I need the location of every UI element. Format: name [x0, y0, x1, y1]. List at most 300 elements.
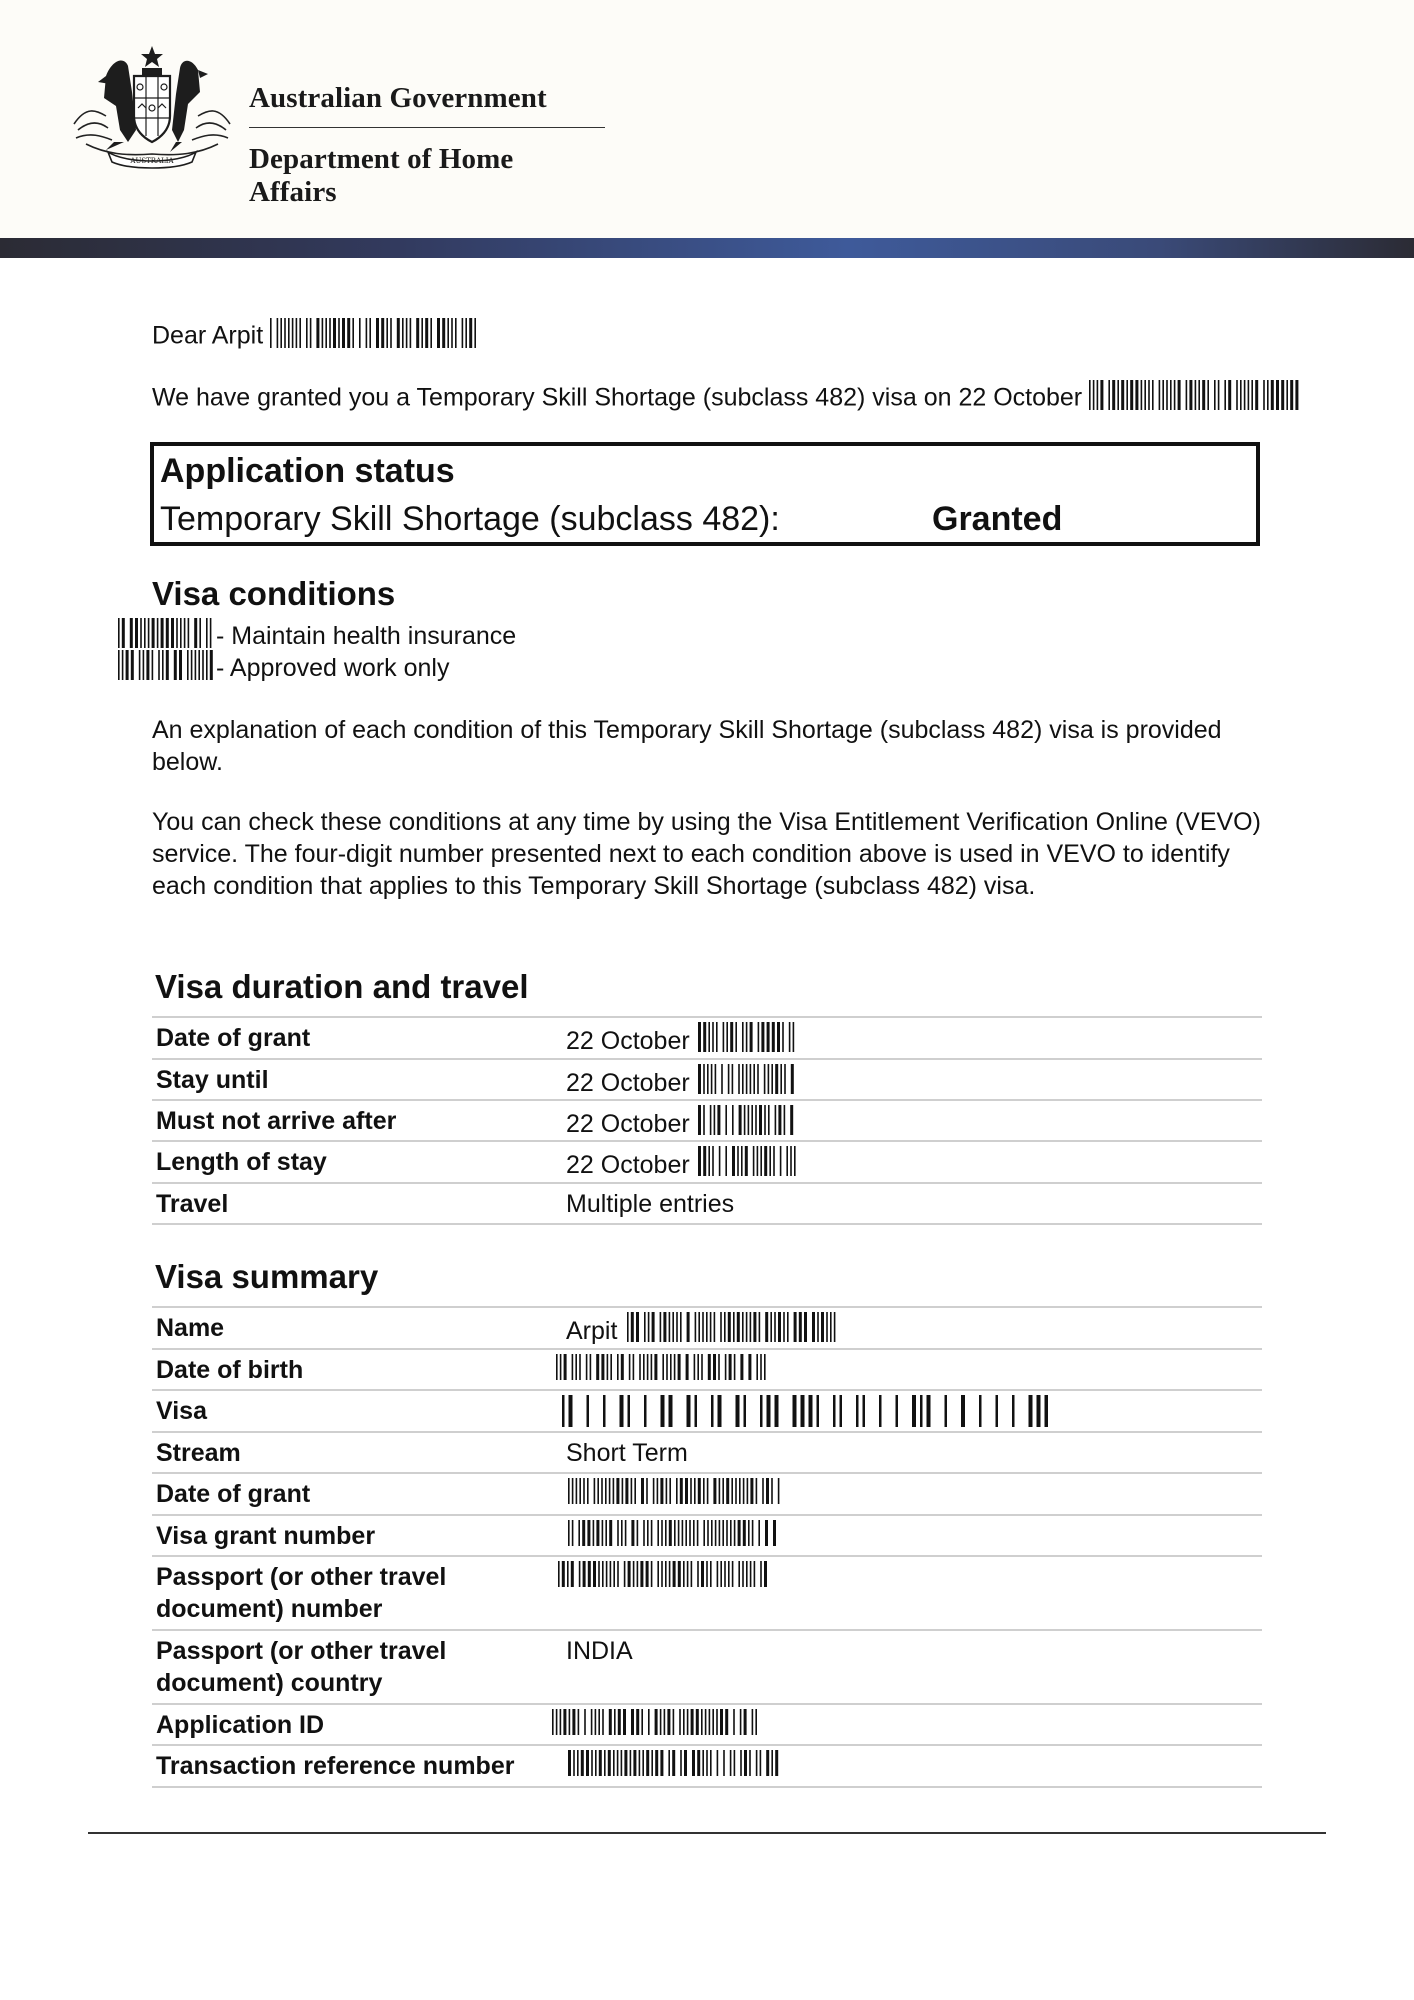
barcode-bar — [840, 1395, 843, 1427]
barcode-bar — [1267, 380, 1269, 410]
barcode-bar — [713, 1105, 715, 1135]
barcode-bar — [624, 1561, 626, 1587]
barcode-bar — [622, 1478, 624, 1504]
redacted-barcode — [568, 1750, 780, 1784]
barcode-bar — [144, 618, 146, 648]
row-label: Must not arrive after — [156, 1107, 397, 1135]
barcode-bar — [639, 1354, 641, 1380]
barcode-bar — [1271, 380, 1274, 410]
barcode-bar — [743, 1105, 745, 1135]
barcode-bar — [381, 318, 384, 348]
barcode-bar — [1255, 380, 1258, 410]
row-label: Application ID — [156, 1711, 325, 1739]
barcode-bar — [1198, 380, 1200, 410]
barcode-bar — [118, 650, 120, 680]
redacted-barcode — [562, 1395, 1048, 1435]
header-color-band — [0, 238, 1414, 258]
barcode-bar — [118, 618, 120, 648]
status-title: Application status — [160, 452, 455, 490]
barcode-bar — [644, 1312, 646, 1342]
barcode-bar — [180, 618, 182, 648]
barcode-bar — [581, 1750, 584, 1776]
barcode-bar — [741, 1146, 743, 1176]
barcode-bar — [687, 1561, 689, 1587]
barcode-bar — [161, 618, 164, 648]
row-value — [566, 1635, 633, 1667]
barcode-bar — [691, 1709, 694, 1735]
barcode-bar — [833, 1395, 836, 1427]
barcode-bar — [669, 1561, 671, 1587]
barcode-bar — [616, 1478, 619, 1504]
redacted-barcode — [270, 318, 480, 356]
barcode-bar — [617, 1520, 619, 1546]
barcode-bar — [697, 1561, 699, 1587]
greeting-line — [152, 318, 480, 356]
barcode-bar — [1263, 380, 1265, 410]
barcode-bar — [673, 1709, 675, 1735]
barcode-bar — [703, 1520, 705, 1546]
barcode-bar — [571, 1561, 574, 1587]
barcode-bar — [1286, 380, 1288, 410]
barcode-bar — [764, 1146, 767, 1176]
barcode-bar — [568, 1750, 571, 1776]
barcode-bar — [762, 1478, 764, 1504]
barcode-bar — [682, 1520, 684, 1546]
barcode-bar — [717, 1105, 720, 1135]
barcode-redaction-icon — [562, 1395, 1048, 1427]
barcode-bar — [717, 1561, 719, 1587]
redacted-barcode — [1089, 380, 1301, 418]
barcode-bar — [1012, 1395, 1015, 1427]
visa-duration-table — [152, 1016, 1262, 1225]
barcode-bar — [707, 1478, 709, 1504]
barcode-bar — [631, 1520, 634, 1546]
redacted-barcode — [558, 1561, 770, 1595]
barcode-bar — [606, 1561, 608, 1587]
row-value — [566, 1312, 839, 1350]
barcode-bar — [764, 1105, 766, 1135]
barcode-bar — [422, 318, 424, 348]
barcode-bar — [594, 1478, 596, 1504]
barcode-bar — [210, 650, 213, 680]
barcode-bar — [329, 318, 331, 348]
barcode-bar — [787, 1312, 789, 1342]
barcode-bar — [644, 1395, 647, 1427]
barcode-bar — [773, 1520, 776, 1546]
barcode-bar — [651, 1354, 653, 1380]
row-value — [566, 1022, 796, 1060]
barcode-bar — [766, 1478, 769, 1504]
barcode-bar — [707, 1064, 709, 1094]
visa-duration-heading: Visa duration and travel — [155, 968, 529, 1005]
barcode-bar — [732, 1146, 735, 1176]
row-value-text: Short Term — [566, 1439, 688, 1467]
barcode-bar — [595, 1709, 597, 1735]
barcode-bar — [734, 1520, 736, 1546]
table-row — [152, 1705, 1262, 1746]
barcode-bar — [158, 650, 160, 680]
barcode-bar — [920, 1395, 923, 1427]
barcode-bar — [660, 1709, 662, 1735]
barcode-bar — [771, 1064, 773, 1094]
barcode-bar — [131, 650, 134, 680]
barcode-bar — [342, 318, 345, 348]
barcode-bar — [1045, 1395, 1049, 1427]
barcode-bar — [728, 1561, 730, 1587]
barcode-bar — [737, 1312, 740, 1342]
barcode-bar — [609, 1478, 611, 1504]
barcode-bar — [564, 1354, 567, 1380]
barcode-bar — [738, 1105, 741, 1135]
barcode-bar — [598, 1561, 600, 1587]
barcode-bar — [198, 650, 200, 680]
barcode-bar — [586, 1750, 589, 1776]
redacted-barcode — [552, 1709, 764, 1743]
barcode-bar — [596, 1354, 599, 1380]
barcode-bar — [613, 1561, 615, 1587]
barcode-bar — [647, 1520, 649, 1546]
barcode-redaction-icon — [556, 1354, 768, 1380]
barcode-bar — [766, 1312, 769, 1342]
barcode-bar — [174, 650, 177, 680]
barcode-redaction-icon — [627, 1312, 839, 1342]
barcode-bar — [790, 1105, 793, 1135]
barcode-bar — [769, 1146, 771, 1176]
barcode-bar — [756, 1354, 758, 1380]
barcode-bar — [390, 318, 392, 348]
barcode-bar — [687, 1395, 691, 1427]
barcode-bar — [210, 618, 212, 648]
grant-sentence — [152, 380, 1301, 418]
barcode-bar — [726, 1478, 729, 1504]
application-status-box — [150, 442, 1260, 546]
barcode-bar — [726, 1520, 728, 1546]
barcode-bar — [1130, 380, 1133, 410]
barcode-bar — [719, 1478, 721, 1504]
barcode-bar — [284, 318, 286, 348]
barcode-bar — [609, 1520, 612, 1546]
barcode-bar — [764, 1561, 767, 1587]
barcode-bar — [157, 618, 159, 648]
status-visa-name: Temporary Skill Shortage (subclass 482): — [160, 500, 780, 538]
barcode-bar — [821, 1312, 824, 1342]
barcode-bar — [756, 1478, 758, 1504]
barcode-bar — [723, 1750, 725, 1776]
row-label: Name — [156, 1314, 225, 1342]
barcode-bar — [979, 1395, 982, 1427]
barcode-redaction-icon — [558, 1561, 770, 1587]
barcode-bar — [705, 1709, 707, 1735]
barcode-bar — [556, 1709, 558, 1735]
row-label: Date of birth — [156, 1356, 304, 1384]
barcode-bar — [721, 1064, 723, 1094]
barcode-bar — [597, 1478, 599, 1504]
barcode-bar — [643, 1520, 645, 1546]
barcode-bar — [1148, 380, 1150, 410]
barcode-bar — [641, 1478, 644, 1504]
barcode-bar — [945, 1395, 948, 1427]
barcode-bar — [576, 1478, 578, 1504]
barcode-bar — [122, 618, 125, 648]
barcode-bar — [139, 650, 141, 680]
barcode-bar — [667, 1709, 670, 1735]
barcode-bar — [748, 1354, 751, 1380]
barcode-bar — [701, 1561, 704, 1587]
barcode-bar — [634, 1478, 636, 1504]
table-row — [152, 1350, 1262, 1391]
barcode-bar — [166, 618, 169, 648]
barcode-bar — [778, 1312, 781, 1342]
barcode-bar — [685, 1520, 687, 1546]
barcode-bar — [799, 1312, 802, 1342]
barcode-redaction-icon — [118, 618, 214, 648]
barcode-bar — [1189, 380, 1192, 410]
barcode-bar — [961, 1395, 965, 1427]
barcode-bar — [827, 1312, 829, 1342]
table-row — [152, 1391, 1262, 1433]
barcode-bar — [1170, 380, 1172, 410]
barcode-bar — [1202, 380, 1205, 410]
barcode-bar — [809, 1395, 813, 1427]
barcode-bar — [764, 1354, 766, 1380]
barcode-bar — [745, 1064, 747, 1094]
barcode-bar — [590, 1354, 592, 1380]
barcode-bar — [596, 1520, 599, 1546]
barcode-bar — [763, 1064, 765, 1094]
row-label: Visa grant number — [156, 1522, 376, 1550]
row-label: Stream — [156, 1439, 241, 1467]
barcode-bar — [146, 650, 149, 680]
barcode-bar — [593, 1561, 596, 1587]
barcode-bar — [578, 1520, 580, 1546]
barcode-bar — [721, 1312, 723, 1342]
barcode-bar — [633, 1354, 635, 1380]
barcode-bar — [562, 1395, 565, 1427]
barcode-bar — [1029, 1395, 1033, 1427]
row-value — [566, 1437, 688, 1469]
grant-sentence-text: We have granted you a Temporary Skill Shortage (subclass 482) visa on 22 October — [152, 383, 1083, 412]
barcode-bar — [680, 1750, 682, 1776]
barcode-bar — [735, 1022, 737, 1052]
barcode-bar — [742, 1022, 744, 1052]
barcode-bar — [184, 618, 186, 648]
row-value — [552, 1709, 764, 1743]
barcode-bar — [674, 1520, 676, 1546]
barcode-bar — [790, 1146, 792, 1176]
barcode-bar — [664, 1312, 667, 1342]
row-value-text: 22 October — [566, 1110, 690, 1138]
barcode-bar — [1141, 380, 1143, 410]
barcode-bar — [636, 1709, 639, 1735]
barcode-bar — [552, 1709, 554, 1735]
barcode-bar — [713, 1354, 716, 1380]
barcode-bar — [194, 618, 197, 648]
barcode-bar — [310, 318, 312, 348]
barcode-bar — [187, 650, 189, 680]
barcode-bar — [742, 1064, 744, 1094]
barcode-bar — [749, 1022, 752, 1052]
barcode-bar — [296, 318, 298, 348]
barcode-bar — [771, 1022, 774, 1052]
barcode-bar — [1089, 380, 1091, 410]
barcode-bar — [679, 1709, 681, 1735]
barcode-bar — [162, 650, 164, 680]
row-value — [566, 1105, 796, 1143]
barcode-bar — [376, 318, 379, 348]
barcode-bar — [601, 1478, 603, 1504]
barcode-bar — [605, 1520, 607, 1546]
barcode-bar — [587, 1520, 590, 1546]
barcode-bar — [660, 1478, 663, 1504]
barcode-bar — [863, 1395, 866, 1427]
barcode-bar — [732, 1105, 734, 1135]
barcode-bar — [1159, 380, 1161, 410]
barcode-bar — [569, 1395, 573, 1427]
barcode-bar — [466, 318, 468, 348]
barcode-bar — [743, 1478, 745, 1504]
barcode-bar — [830, 1312, 832, 1342]
barcode-bar — [680, 1312, 682, 1342]
barcode-bar — [568, 1478, 570, 1504]
barcode-bar — [818, 1312, 820, 1342]
barcode-bar — [451, 318, 453, 348]
barcode-redaction-icon — [698, 1064, 796, 1094]
barcode-bar — [780, 1064, 782, 1094]
barcode-bar — [701, 1709, 703, 1735]
barcode-bar — [1276, 380, 1279, 410]
barcode-bar — [562, 1561, 565, 1587]
barcode-bar — [709, 1105, 711, 1135]
barcode-bar — [773, 1146, 775, 1176]
barcode-bar — [718, 1146, 720, 1176]
barcode-bar — [588, 1561, 591, 1587]
barcode-bar — [657, 1478, 659, 1504]
barcode-bar — [669, 1395, 673, 1427]
barcode-bar — [277, 318, 279, 348]
barcode-bar — [630, 1750, 632, 1776]
barcode-bar — [122, 650, 124, 680]
barcode-bar — [683, 1561, 685, 1587]
barcode-bar — [712, 1022, 714, 1052]
barcode-bar — [734, 1750, 736, 1776]
barcode-bar — [625, 1520, 627, 1546]
barcode-bar — [754, 1561, 756, 1587]
barcode-bar — [568, 1520, 570, 1546]
barcode-bar — [1295, 380, 1298, 410]
barcode-bar — [804, 1312, 807, 1342]
barcode-bar — [699, 1312, 701, 1342]
barcode-bar — [448, 318, 450, 348]
barcode-bar — [643, 1354, 645, 1380]
barcode-redaction-icon — [698, 1022, 796, 1052]
barcode-bar — [1281, 380, 1284, 410]
barcode-bar — [750, 1312, 752, 1342]
barcode-bar — [774, 1105, 776, 1135]
row-value-text: 22 October — [566, 1069, 690, 1097]
barcode-bar — [698, 1022, 701, 1052]
barcode-bar — [628, 1395, 631, 1427]
barcode-bar — [610, 1354, 612, 1380]
barcode-bar — [698, 1478, 701, 1504]
barcode-bar — [425, 318, 428, 348]
row-value-text: Multiple entries — [566, 1190, 735, 1218]
condition-label: - Approved work only — [216, 654, 450, 682]
barcode-bar — [387, 318, 389, 348]
barcode-bar — [402, 318, 404, 348]
barcode-bar — [710, 1561, 712, 1587]
barcode-bar — [637, 1561, 639, 1587]
barcode-bar — [703, 1146, 706, 1176]
barcode-bar — [572, 1520, 574, 1546]
barcode-bar — [794, 1146, 796, 1176]
barcode-bar — [669, 1478, 671, 1504]
barcode-bar — [713, 1478, 716, 1504]
barcode-bar — [1290, 380, 1293, 410]
barcode-bar — [749, 1064, 751, 1094]
row-value — [568, 1478, 780, 1512]
barcode-bar — [353, 318, 355, 348]
barcode-bar — [685, 1478, 688, 1504]
barcode-bar — [691, 1561, 693, 1587]
barcode-bar — [602, 1520, 604, 1546]
barcode-bar — [783, 1105, 785, 1135]
barcode-bar — [642, 1750, 644, 1776]
barcode-bar — [624, 1750, 627, 1776]
barcode-bar — [143, 650, 145, 680]
barcode-bar — [651, 1561, 653, 1587]
table-row — [152, 1474, 1262, 1516]
barcode-bar — [722, 1022, 724, 1052]
row-value — [566, 1188, 734, 1220]
footer-divider — [88, 1832, 1326, 1834]
barcode-bar — [613, 1750, 615, 1776]
barcode-bar — [703, 1312, 705, 1342]
barcode-bar — [817, 1395, 820, 1427]
barcode-bar — [731, 1064, 733, 1094]
barcode-bar — [706, 1750, 708, 1776]
barcode-bar — [607, 1354, 609, 1380]
barcode-bar — [657, 1561, 659, 1587]
row-label: Transaction reference number — [156, 1752, 515, 1780]
barcode-bar — [698, 1146, 701, 1176]
barcode-redaction-icon — [568, 1478, 780, 1504]
barcode-bar — [1093, 380, 1095, 410]
barcode-bar — [725, 1709, 728, 1735]
conditions-explanation: An explanation of each condition of this Temporary Skill Shortage (subclass 482) visa is provided below. — [152, 716, 1222, 776]
barcode-bar — [778, 1478, 780, 1504]
barcode-bar — [306, 318, 308, 348]
barcode-bar — [697, 1520, 699, 1546]
barcode-bar — [710, 1064, 712, 1094]
barcode-redaction-icon — [698, 1146, 796, 1176]
barcode-bar — [617, 1354, 619, 1380]
barcode-bar — [469, 318, 472, 348]
barcode-bar — [1135, 380, 1138, 410]
barcode-bar — [790, 1064, 793, 1094]
barcode-bar — [152, 618, 155, 648]
barcode-bar — [573, 1750, 575, 1776]
table-row — [152, 1631, 1262, 1705]
barcode-bar — [694, 1354, 696, 1380]
barcode-bar — [609, 1709, 612, 1735]
barcode-bar — [647, 1354, 649, 1380]
barcode-bar — [431, 318, 433, 348]
barcode-bar — [579, 1478, 581, 1504]
barcode-bar — [746, 1312, 748, 1342]
barcode-bar — [602, 1561, 604, 1587]
barcode-bar — [683, 1709, 685, 1735]
barcode-bar — [1195, 380, 1197, 410]
